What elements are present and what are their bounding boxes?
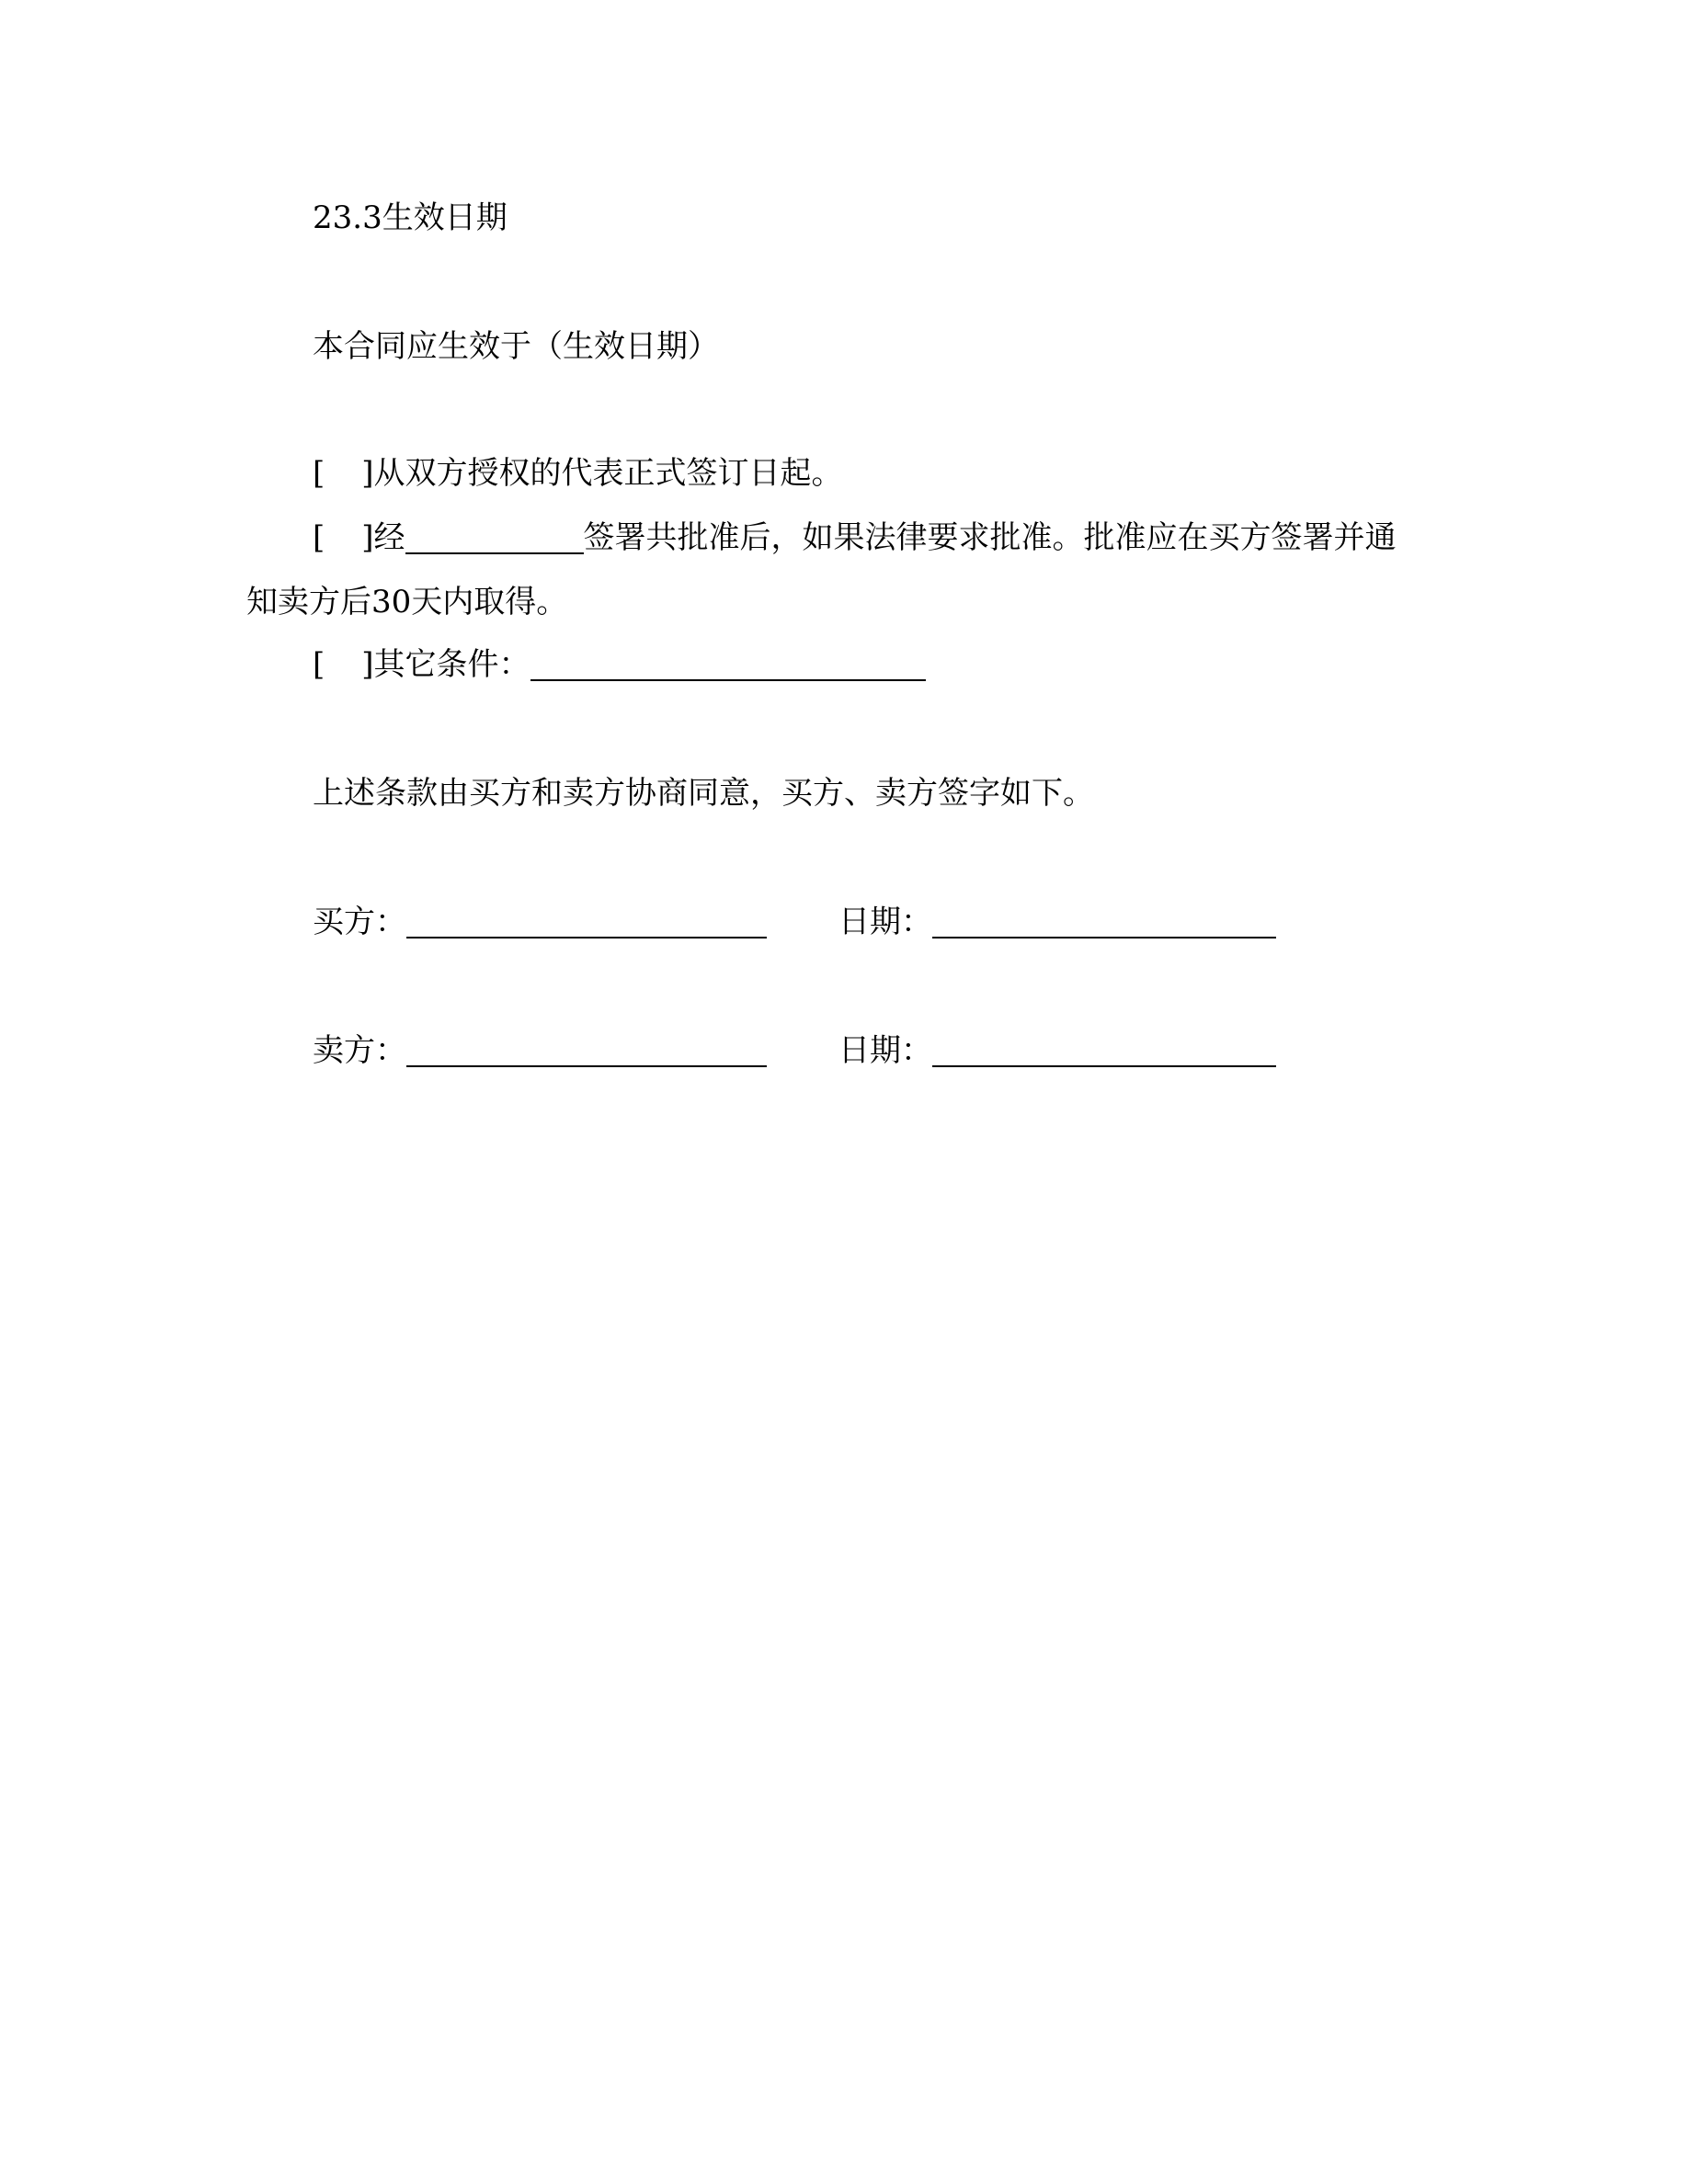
option-checkbox-close: ] xyxy=(361,646,374,683)
option-checkbox-open[interactable]: [ xyxy=(313,519,325,556)
option-approval xyxy=(313,518,1397,558)
option-label: 其它条件： xyxy=(373,646,530,683)
seller-label: 卖方： xyxy=(313,1032,406,1069)
other-conditions-blank-field[interactable] xyxy=(530,648,926,681)
buyer-signature-field[interactable] xyxy=(406,905,767,938)
approver-blank-field[interactable] xyxy=(405,521,584,554)
option-checkbox-open[interactable]: [ xyxy=(313,455,325,492)
seller-date-row xyxy=(838,1030,1276,1071)
option-suffix: 签署共批准后，如果法律要求批准。批准应在买方签署并通 xyxy=(583,519,1397,556)
option-signing-date xyxy=(313,453,843,494)
closing-statement: 上述条款由买方和卖方协商同意，买方、卖方签字如下。 xyxy=(313,775,1094,812)
seller-date-label: 日期： xyxy=(838,1032,932,1069)
option-checkbox-close: ] xyxy=(361,455,374,492)
option-other-conditions xyxy=(313,644,926,685)
seller-date-field[interactable] xyxy=(932,1034,1276,1067)
seller-signature-field[interactable] xyxy=(406,1034,767,1067)
buyer-date-label: 日期： xyxy=(838,904,932,940)
buyer-label: 买方： xyxy=(313,904,406,940)
option-checkbox-open[interactable]: [ xyxy=(313,646,325,683)
option-prefix: 经 xyxy=(373,519,405,556)
buyer-signature-row xyxy=(313,902,767,942)
buyer-date-field[interactable] xyxy=(932,905,1276,938)
section-heading: 23.3生效日期 xyxy=(313,199,508,236)
option-checkbox-close: ] xyxy=(361,519,374,556)
effective-date-intro: 本合同应生效于（生效日期） xyxy=(313,328,719,365)
buyer-date-row xyxy=(838,902,1276,942)
option-text: 从双方授权的代表正式签订日起。 xyxy=(373,455,843,492)
seller-signature-row xyxy=(313,1030,767,1071)
option-approval-continuation: 知卖方后30天内取得。 xyxy=(246,584,568,620)
